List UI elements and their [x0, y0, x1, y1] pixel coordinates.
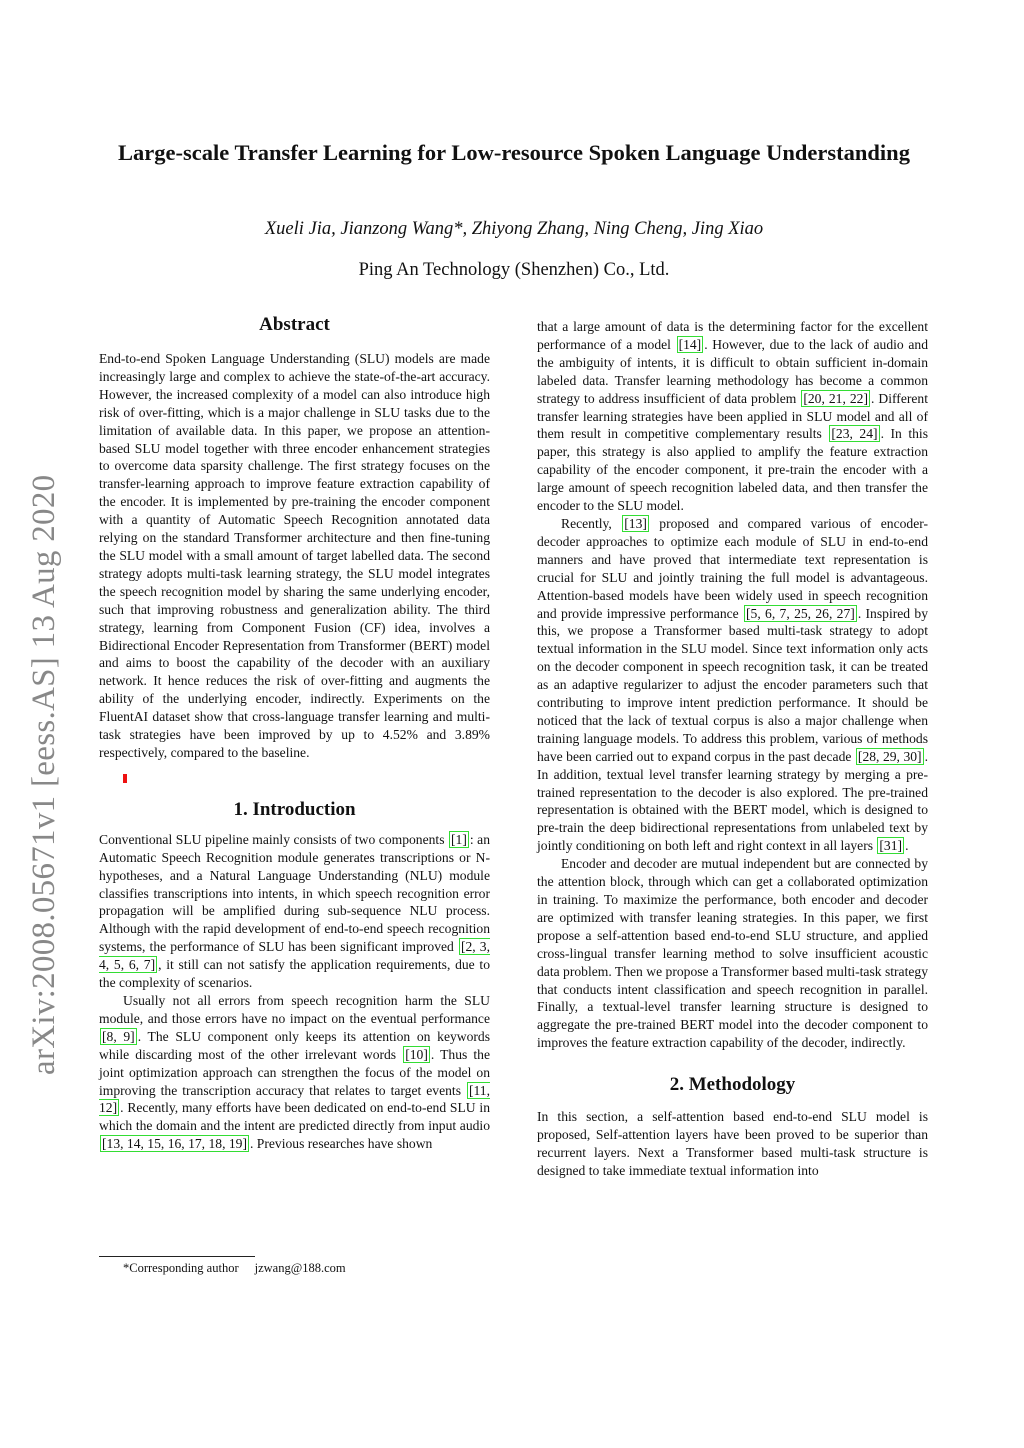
- annotation-marker: [123, 774, 127, 783]
- affiliation: Ping An Technology (Shenzhen) Co., Ltd.: [358, 260, 670, 280]
- citation-link[interactable]: [23, 24]: [831, 426, 878, 442]
- left-column: [99, 312, 490, 1153]
- citation-link[interactable]: [1]: [451, 831, 467, 847]
- footnote: [123, 1261, 346, 1276]
- methodology-heading: 2. Methodology: [669, 1074, 796, 1096]
- citation-link[interactable]: [20, 21, 22]: [803, 390, 869, 406]
- citation-link[interactable]: [13, 14, 15, 16, 17, 18, 19]: [102, 1136, 247, 1152]
- citation-link[interactable]: [2, 3, 4, 5, 6, 7]: [99, 939, 490, 973]
- introduction-heading: 1. Introduction: [233, 798, 356, 820]
- author-list: Xueli Jia, Jianzong Wang*, Zhiyong Zhang, Ning Cheng, Jing Xiao: [264, 219, 764, 239]
- citation-link[interactable]: [5, 6, 7, 25, 26, 27]: [746, 605, 855, 621]
- citation-link[interactable]: [10]: [405, 1046, 428, 1062]
- abstract-heading: Abstract: [259, 314, 330, 335]
- arxiv-identifier: arXiv:2008.05671v1 [eess.AS] 13 Aug 2020: [26, 474, 62, 1075]
- footnote-email: jzwang@188.com: [254, 1261, 346, 1275]
- citation-link[interactable]: [8, 9]: [102, 1028, 135, 1044]
- intro-paragraph-5: Encoder and decoder are mutual independent but are connected by the attention block, through which can get a collaborated optimization in training. To maximize the performance, both encoder and decoder are optimized with transfer leaning strategies. In this paper, we first propose a self-attention based end-to-end SLU structure, and applied cross-lingual transfer learning method to solve insufficient acoustic data problem. Then we propose a Transformer based multi-task strategy that conducts intent classification and speech recognition in parallel. Finally, a textual-level transfer learning structure is designed to aggregate the pre-trained BERT model into the decoder component to improves the feature extraction capability of the decoder, indirectly.: [537, 856, 928, 1051]
- citation-link[interactable]: [31]: [879, 838, 903, 854]
- intro-paragraph-4: Recently, [13] proposed and compared various of encoder-decoder approaches to optimize each module of SLU in end-to-end manners and have proved that intermediate text representation is crucial for SLU and jointly training the full model is advantageous. Attention-based models have been widely used in speech recognition and provide impressive performance [5, 6, 7, 25, 26, 27] . Inspired by this, we propose a Transformer based multi-task strategy to adopt textual information in the SLU model. Since text information only acts on the decoder component in speech recognition task, it can be treated as an adaptive regularizer to adjust the encoder parameters such that contributing to improve intent prediction performance. It should be noticed that the lack of textual corpus is also a major challenge when training language models. To address this problem, various of methods have been carried out to expand corpus in the past decade [28, 29, 30] . In addition, textual level transfer learning strategy by merging a pre-trained representation to the decoder is also explored. The pre-trained representation is obtained with the BERT model, which is designed to pre-train the deep bidirectional representations from unlabeled text by jointly conditioning on both left and right context in all layers [31] .: [537, 515, 929, 854]
- right-column: [537, 318, 928, 1180]
- citation-link[interactable]: [13]: [624, 515, 647, 531]
- abstract-text: End-to-end Spoken Language Understanding (SLU) models are made increasingly large and complex to achieve the state-of-the-art accuracy. However, the increased complexity of a model can also introduce high risk of over-fitting, which is a major challenge in SLU tasks due to the limitation of available data. In this paper, we propose an attention-based SLU model together with three encoder enhancement strategies to overcome data sparsity challenge. The first strategy focuses on the transfer-learning approach to improve feature extraction capability of the encoder. It is implemented by pre-training the encoder component with a quantity of Automatic Speech Recognition annotated data relying on the standard Transformer architecture and then fine-tuning the SLU model with a small amount of target labelled data. The second strategy adopts multi-task learning strategy, the SLU model integrates the speech recognition model by sharing the same underlying encoder, such that improving robustness and generalization ability. The third strategy, learning from Component Fusion (CF) idea, involves a Bidirectional Encoder Representation from Transformer (BERT) model and aims to boost the capability of the decoder with an auxiliary network. It hence reduces the risk of over-fitting and augments the ability of the underlying encoder, indirectly. Experiments on the FluentAI dataset show that cross-language transfer learning and multi-task strategies have been improved by up to 4.52% and 3.89% respectively, compared to the baseline.: [99, 351, 490, 760]
- footnote-rule: [99, 1256, 255, 1257]
- intro-paragraph-2: Usually not all errors from speech recognition harm the SLU module, and those errors have no impact on the eventual performance [8, 9] . The SLU component only keeps its attention on keywords while discarding most of the other irrelevant words [10] . Thus the joint optimization approach can strengthen the focus of the model on improving the transcription accuracy that relates to target events [11, 12] . Recently, many efforts have been dedicated on end-to-end SLU in which the domain and the intent are predicted directly from input audio [13, 14, 15, 16, 17, 18, 19] . Previous researches have shown: [99, 993, 490, 1152]
- citation-link[interactable]: [14]: [678, 336, 702, 352]
- citation-link[interactable]: [11, 12]: [99, 1082, 490, 1116]
- footnote-text: *Corresponding author: [123, 1261, 239, 1275]
- methodology-paragraph-1: In this section, a self-attention based end-to-end SLU model is proposed, Self-attention layers have been proved to be superior than recurrent layers. Next a Transformer based multi-task structure is designed to take immediate textual information into: [537, 1109, 928, 1178]
- intro-paragraph-3: that a large amount of data is the determining factor for the excellent performance of a model [14] . However, due to the lack of audio and the ambiguity of intents, it is difficult to obtain sufficient in-domain labeled data. Transfer learning methodology has become a common strategy to address insufficient of data problem [20, 21, 22] . Different transfer learning strategies have been applied in SLU model and all of them result in competitive complementary results [23, 24] . In this paper, this strategy is also applied to amplify the feature extraction capability of the encoder component, it pre-train the encoder with a large amount of speech recognition labeled data, and then transfer the encoder to the SLU model.: [537, 319, 928, 514]
- citation-link[interactable]: [28, 29, 30]: [857, 748, 922, 764]
- intro-paragraph-1: Conventional SLU pipeline mainly consists of two components [1] : an Automatic Speech Recognition module generates transcriptions or N-hypotheses, and a Natural Language Understanding (NLU) module classifies transcriptions into intents, in which speech recognition error propagation will be amplified during sub-sequence NLU process. Although with the rapid development of end-to-end speech recognition systems, the performance of SLU has been significant improved [2, 3, 4, 5, 6, 7] , it still can not satisfy the application requirements, due to the complexity of scenarios.: [99, 831, 490, 991]
- paper-title: Large-scale Transfer Learning for Low-resource Spoken Language Understanding: [118, 140, 910, 165]
